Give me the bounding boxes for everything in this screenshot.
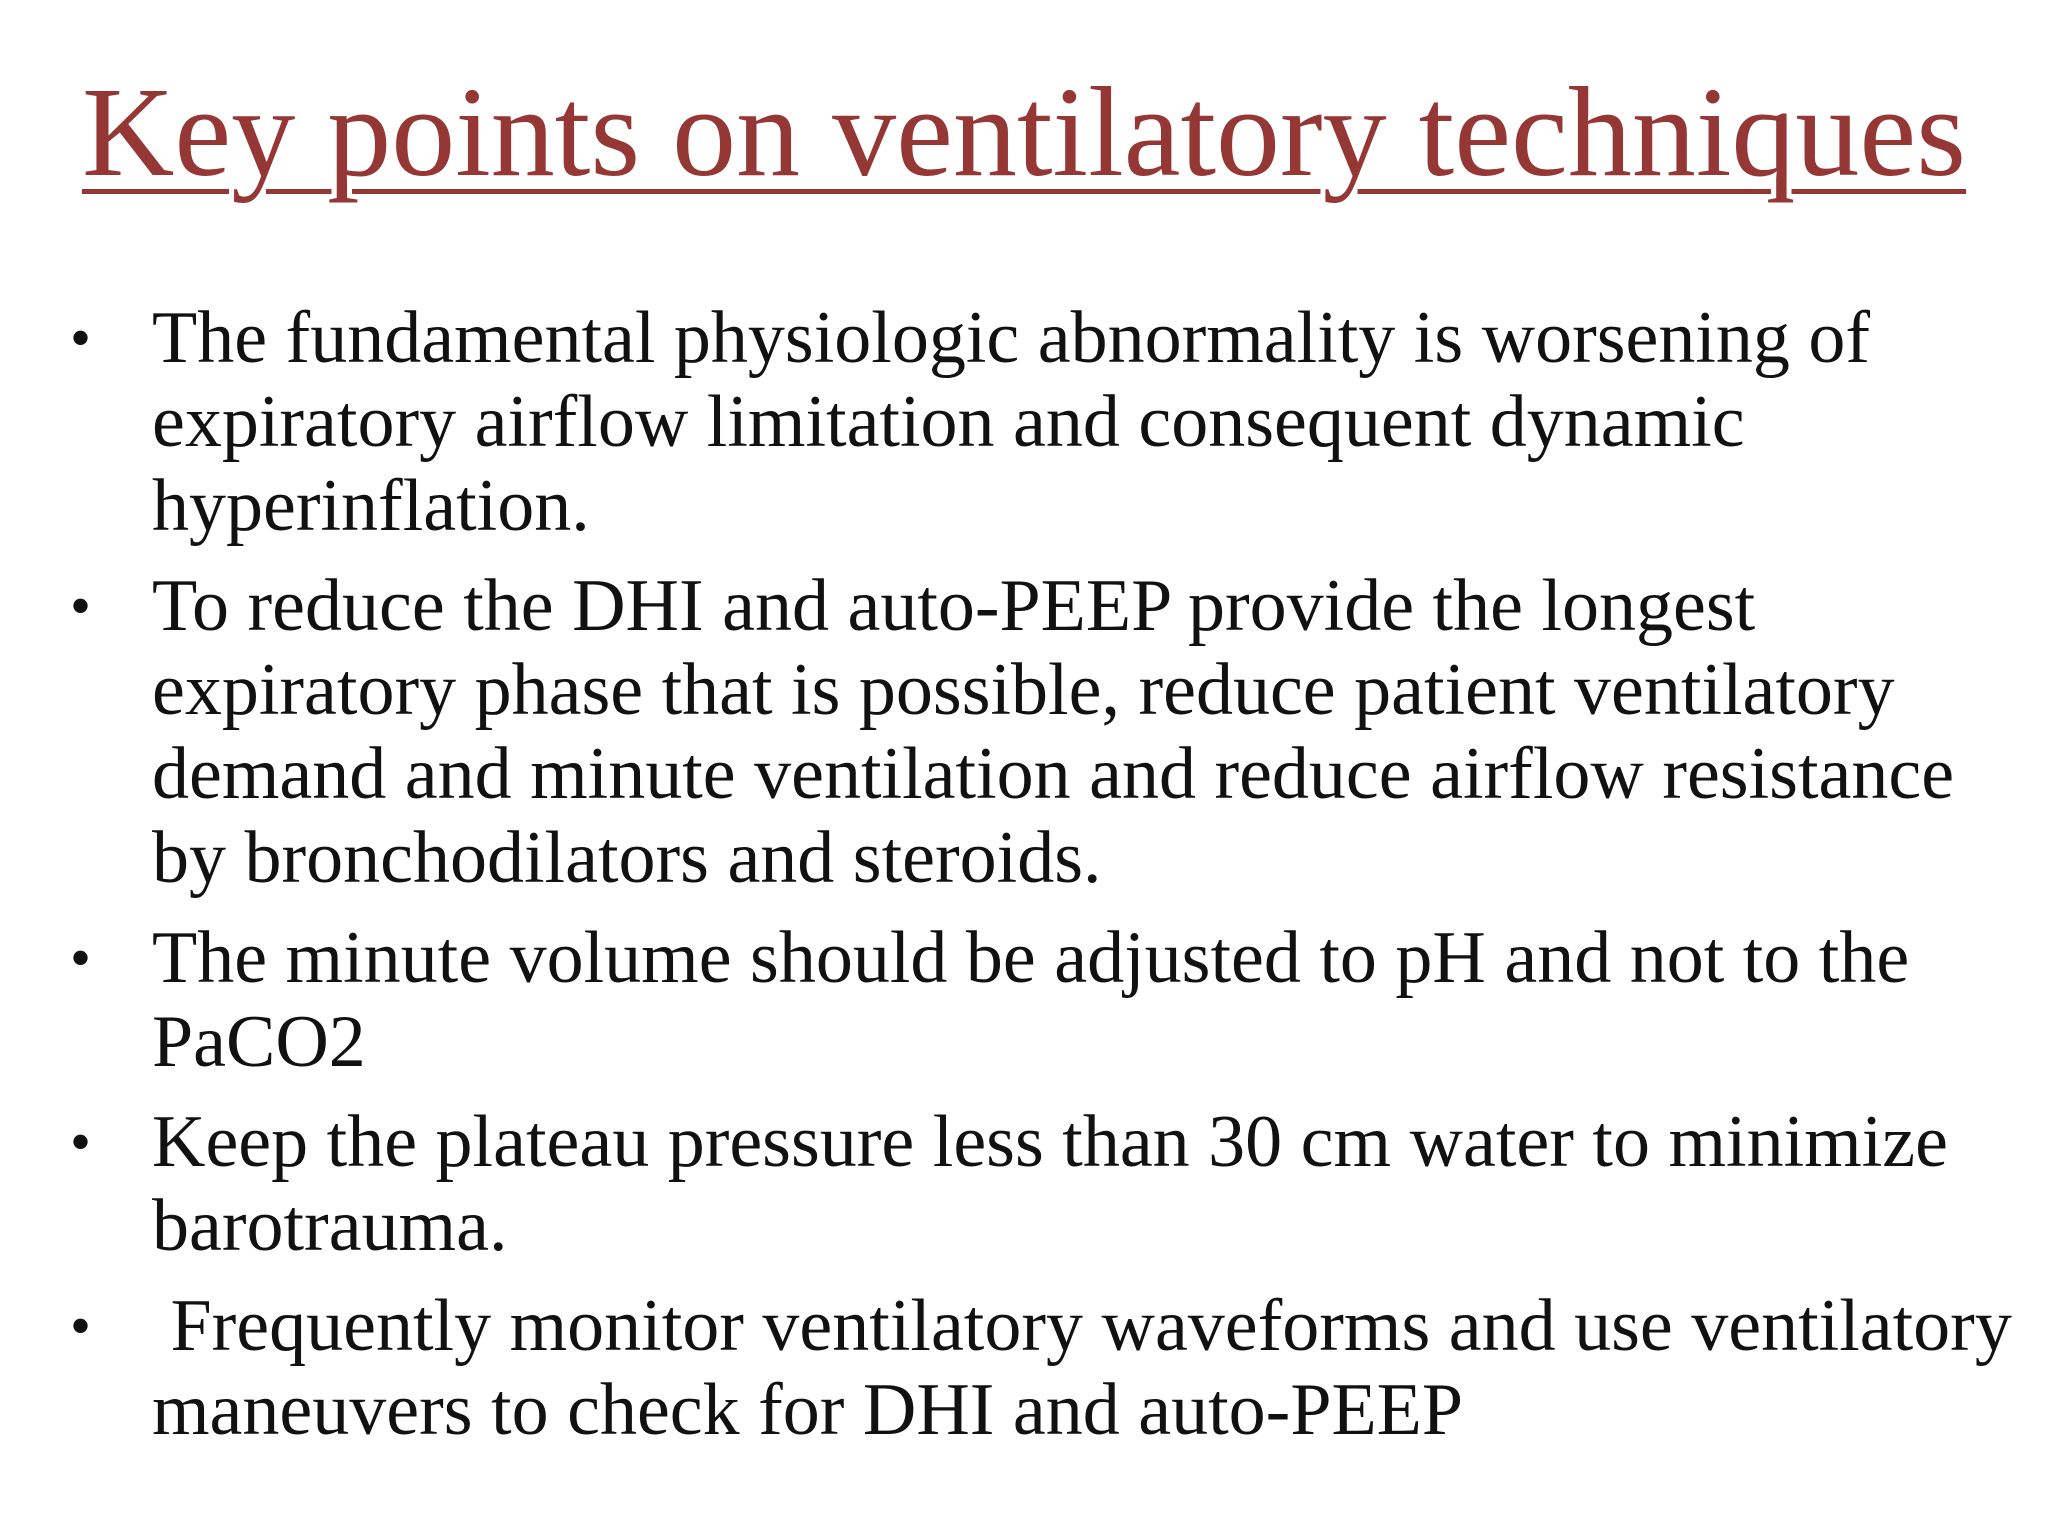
bullet-dot: •: [70, 573, 92, 639]
bullet-dot: •: [70, 1109, 92, 1175]
slide-title: Key points on ventilatory techniques: [81, 61, 1967, 203]
bullet-item-3: [70, 916, 2030, 1084]
bullet-dot: •: [70, 1293, 92, 1359]
bullet-list: [70, 296, 2030, 1468]
bullet-text: Keep the plateau pressure less than 30 cm water to minimize barotrauma.: [152, 1101, 1967, 1267]
bullet-text: The fundamental physiologic abnormality is worsening of expiratory airflow limitation and consequent dynamic hyperinflation.: [152, 297, 1889, 547]
bullet-item-2: [70, 564, 2030, 900]
bullet-dot: •: [70, 925, 92, 991]
bullet-item-1: [70, 296, 2030, 548]
bullet-text: To reduce the DHI and auto-PEEP provide the longest expiratory phase that is possible, reduce patient ventilatory demand and minute ventilation and reduce airflow resistance by bronchodilators and steroids.: [152, 565, 1973, 899]
bullet-item-5: [70, 1284, 2030, 1452]
bullet-text: The minute volume should be adjusted to pH and not to the PaCO2: [152, 917, 1928, 1083]
bullet-text: Frequently monitor ventilatory waveforms and use ventilatory maneuvers to check for DHI and auto-PEEP: [152, 1285, 2031, 1451]
bullet-dot: •: [70, 305, 92, 371]
bullet-item-4: [70, 1100, 2030, 1268]
